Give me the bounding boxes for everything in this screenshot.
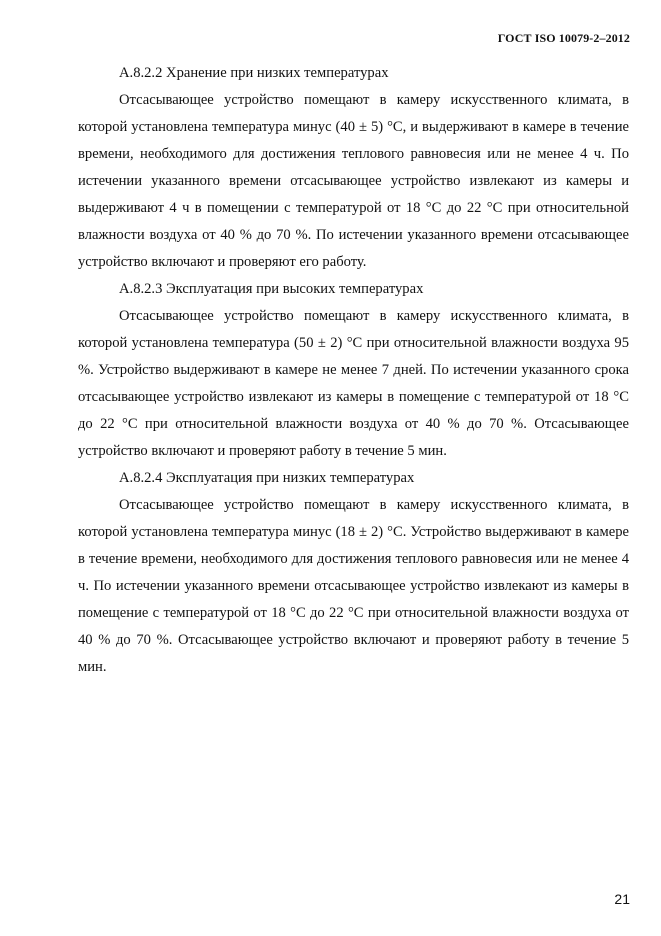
section-heading-a-8-2-4: А.8.2.4 Эксплуатация при низких температурах xyxy=(119,470,415,486)
document-header-standard-code: ГОСТ ISO 10079-2–2012 xyxy=(497,31,630,45)
section-heading-a-8-2-3: А.8.2.3 Эксплуатация при высоких температурах xyxy=(119,281,424,297)
section-heading-a-8-2-2: А.8.2.2 Хранение при низких температурах xyxy=(119,65,389,81)
page-number: 21 xyxy=(614,891,630,907)
section-paragraph-a-8-2-4: Отсасывающее устройство помещают в камеру искусственного климата, в которой установлена температура минус (18 ± 2) °С. Устройство выдерживают в камере в течение времени, необходимого для достижения теплового равновесия или не менее 4 ч. По истечении указанного времени отсасывающее устройство извлекают из камеры в помещение с температурой от 18 °С до 22 °С при относительной влажности воздуха от 40 % до 70 %. Отсасывающее устройство включают и проверяют работу в течение 5 мин. xyxy=(78,497,629,675)
section-paragraph-a-8-2-3: Отсасывающее устройство помещают в камеру искусственного климата, в которой установлена температура (50 ± 2) °С при относительной влажности воздуха 95 %. Устройство выдерживают в камере не менее 7 дней. По истечении указанного срока отсасывающее устройство извлекают из камеры в помещение с температурой от 18 °С до 22 °С при относительной влажности воздуха от 40 % до 70 %. Отсасывающее устройство включают и проверяют работу в течение 5 мин. xyxy=(78,308,629,459)
section-paragraph-a-8-2-2: Отсасывающее устройство помещают в камеру искусственного климата, в которой установлена температура минус (40 ± 5) °С, и выдерживают в камере в течение времени, необходимого для достижения теплового равновесия или не менее 4 ч. По истечении указанного времени отсасывающее устройство извлекают из камеры и выдерживают 4 ч в помещении с температурой от 18 °С до 22 °С при относительной влажности воздуха от 40 % до 70 %. По истечении указанного времени отсасывающее устройство включают и проверяют его работу. xyxy=(78,92,629,270)
document-body xyxy=(78,60,629,681)
